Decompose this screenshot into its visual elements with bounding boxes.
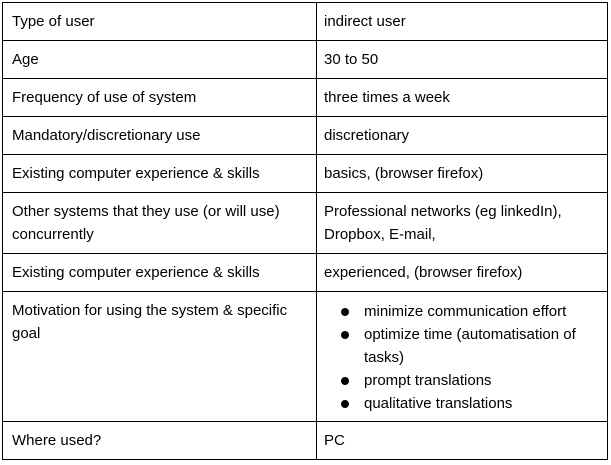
row-label: Frequency of use of system (3, 79, 317, 117)
table-row (3, 193, 608, 254)
list-item (364, 392, 601, 415)
list-item (364, 300, 601, 323)
table-row (3, 422, 608, 460)
row-label: Mandatory/discretionary use (3, 117, 317, 155)
list-item-text: minimize communication effort (364, 303, 567, 320)
row-label: Where used? (3, 422, 317, 460)
user-profile-table (2, 2, 608, 460)
table-row (3, 292, 608, 422)
row-value: experienced, (browser firefox) (317, 254, 608, 292)
row-value: three times a week (317, 79, 608, 117)
row-value: 30 to 50 (317, 41, 608, 79)
table-row (3, 117, 608, 155)
table-row (3, 155, 608, 193)
table-row (3, 3, 608, 41)
row-label: Other systems that they use (or will use) concurrently (3, 193, 317, 254)
motivation-list-cell (317, 292, 608, 422)
table-row (3, 79, 608, 117)
motivation-list (324, 300, 601, 415)
table-row (3, 41, 608, 79)
row-label: Type of user (3, 3, 317, 41)
list-item-text: optimize time (automatisation of tasks) (364, 326, 576, 366)
row-value: discretionary (317, 117, 608, 155)
list-item-text: qualitative translations (364, 395, 513, 412)
table-row (3, 254, 608, 292)
row-value: PC (317, 422, 608, 460)
row-value: basics, (browser firefox) (317, 155, 608, 193)
row-label: Age (3, 41, 317, 79)
row-value: indirect user (317, 3, 608, 41)
row-label: Existing computer experience & skills (3, 254, 317, 292)
row-label: Existing computer experience & skills (3, 155, 317, 193)
row-label: Motivation for using the system & specific goal (3, 292, 317, 422)
list-item (364, 323, 601, 369)
bullet-icon (341, 308, 349, 316)
list-item-text: prompt translations (364, 372, 492, 389)
list-item (364, 369, 601, 392)
bullet-icon (341, 331, 349, 339)
bullet-icon (341, 400, 349, 408)
row-value: Professional networks (eg linkedIn), Dropbox, E-mail, (317, 193, 608, 254)
bullet-icon (341, 377, 349, 385)
